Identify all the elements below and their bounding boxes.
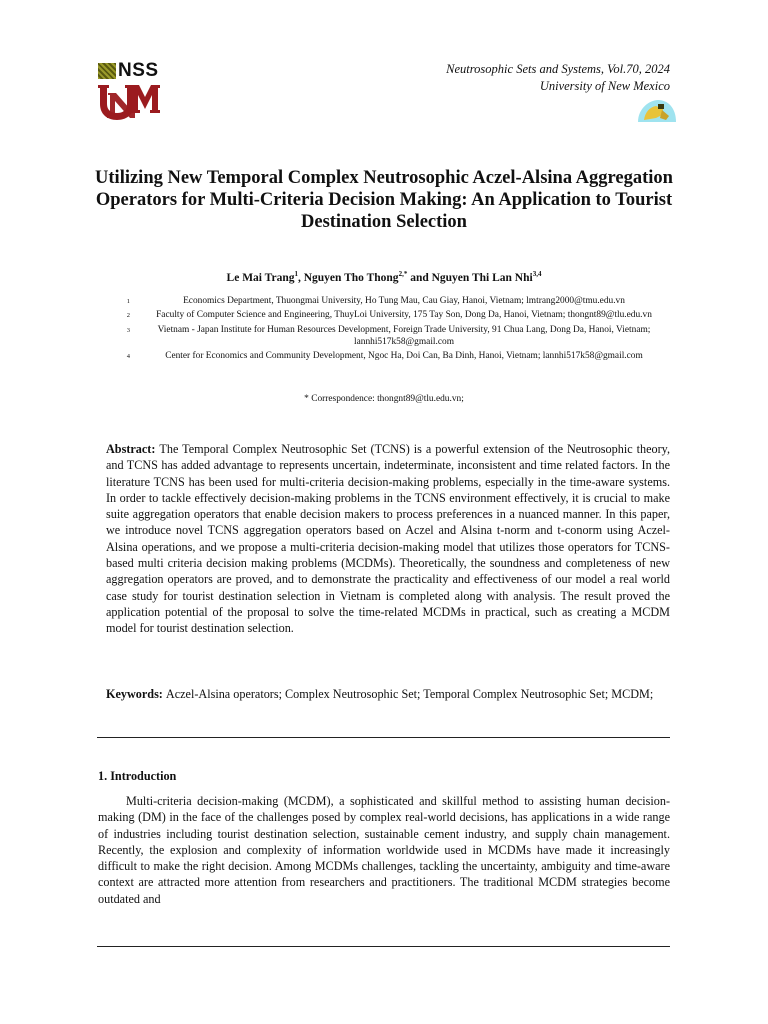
- author-affiliation-mark: 1: [294, 270, 298, 278]
- affiliation-number: 1: [126, 298, 130, 305]
- emblem-icon: [636, 96, 678, 124]
- affiliation-number: 3: [126, 326, 130, 334]
- correspondence-note: * Correspondence: thongnt89@tlu.edu.vn;: [304, 394, 464, 404]
- journal-citation: Neutrosophic Sets and Systems, Vol.70, 2024: [446, 62, 670, 76]
- abstract-text: The Temporal Complex Neutrosophic Set (TCNS) is a powerful extension of the Neutrosophic theory, and TCNS has added advantage to represents uncertain, indeterminate, inconsistent and time related factors. In the literature TCNS has been used for multi-criteria decision-making problems, especially in the time-aware systems. In order to tackle effectively decision-making problems in the TCNS environment effectively, it is crucial to make suite aggregation operators that enable decision makers to process preferences in a nuanced manner. In this paper, we introduce novel TCNS aggregation operators based on Aczel and Alsina t-norm and t-conorm using Aczel-Alsina operations, and we propose a multi-criteria decision-making model that utilizes those operators for TCNS-based multi criteria decision making problems (MCDMs). Theoretically, the soundness and completeness of new aggregation operators are proved, and to demonstrate the practicality and effectiveness of our model a real world case study for tourist destination selection in Vietnam is completed along with analysis. The result proved the application potential of the proposal to solve the time-related MCDMs in practical, such as creating a MCDM model for tourist destination selection.: [106, 442, 670, 636]
- keywords-text: Aczel-Alsina operators; Complex Neutrosophic Set; Temporal Complex Neutrosophic Set; MCDM;: [165, 687, 654, 701]
- affiliation-number: 2: [126, 312, 130, 320]
- affiliation-number: 4: [126, 352, 130, 360]
- affiliation-list: [110, 295, 670, 364]
- author-list: [90, 270, 678, 284]
- university-name: University of New Mexico: [539, 79, 670, 93]
- affiliation-item: [110, 350, 670, 363]
- affiliation-item: [110, 295, 670, 308]
- nss-logo: [98, 60, 159, 82]
- nss-logo-text: NSS: [118, 60, 159, 81]
- author-separator: and: [407, 271, 432, 284]
- paper-title: Utilizing New Temporal Complex Neutrosophic Aczel-Alsina Aggregation Operators for Multi-Criteria Decision Making: An Application to Tourist Destination Selection: [95, 168, 673, 232]
- section-paragraph: Multi-criteria decision-making (MCDM), a sophisticated and skillful method to assisting human decision-making (DM) in the face of the challenges posed by complex real-world decisions, has applications in a wide range of industries including tourist destination selection, sustainable cement industry, and supply chain management. Recently, the explosion and complexity of information worldwide used in MCDMs have made it increasingly difficult to make the right decision. Among MCDMs challenges, tackling the uncertainty, ambiguity and time-aware context are attracted more attention from researchers and practitioners. The traditional MCDM strategies become outdated and: [98, 794, 670, 906]
- affiliation-text: Economics Department, Thuongmai University, Ho Tung Mau, Cau Giay, Hanoi, Vietnam; lmtrang2000@tmu.edu.vn: [183, 296, 625, 306]
- affiliation-item: [110, 324, 670, 349]
- abstract: [106, 441, 670, 637]
- author-name: Nguyen Tho Thong: [303, 271, 399, 284]
- nss-logo-mark-icon: [98, 63, 116, 79]
- section-heading: 1. Introduction: [98, 769, 177, 783]
- author-separator: ,: [297, 271, 304, 284]
- keywords: [106, 686, 670, 702]
- unm-logo-icon: [96, 83, 162, 123]
- abstract-label: Abstract:: [106, 442, 160, 456]
- author-name: Le Mai Trang: [226, 271, 295, 284]
- affiliation-text: Vietnam - Japan Institute for Human Resources Development, Foreign Trade University, 91 Chua Lang, Dong Da, Hanoi, Vietnam; lannhi517k58@gmail.com: [157, 324, 651, 348]
- author-affiliation-mark: 2,*: [398, 270, 408, 278]
- author-name: Nguyen Thi Lan Nhi: [431, 271, 533, 284]
- affiliation-text: Center for Economics and Community Development, Ngoc Ha, Doi Can, Ba Dinh, Hanoi, Vietnam; lannhi517k58@gmail.com: [165, 350, 643, 361]
- keywords-label: Keywords:: [106, 687, 166, 701]
- affiliation-text: Faculty of Computer Science and Engineering, ThuyLoi University, 175 Tay Son, Dong Da, Hanoi, Vietnam; thongnt89@tlu.edu.vn: [156, 310, 652, 321]
- footer-divider: [97, 946, 670, 947]
- affiliation-item: [110, 309, 670, 322]
- divider: [97, 737, 670, 738]
- journal-header: [446, 61, 670, 95]
- author-affiliation-mark: 3,4: [532, 270, 542, 278]
